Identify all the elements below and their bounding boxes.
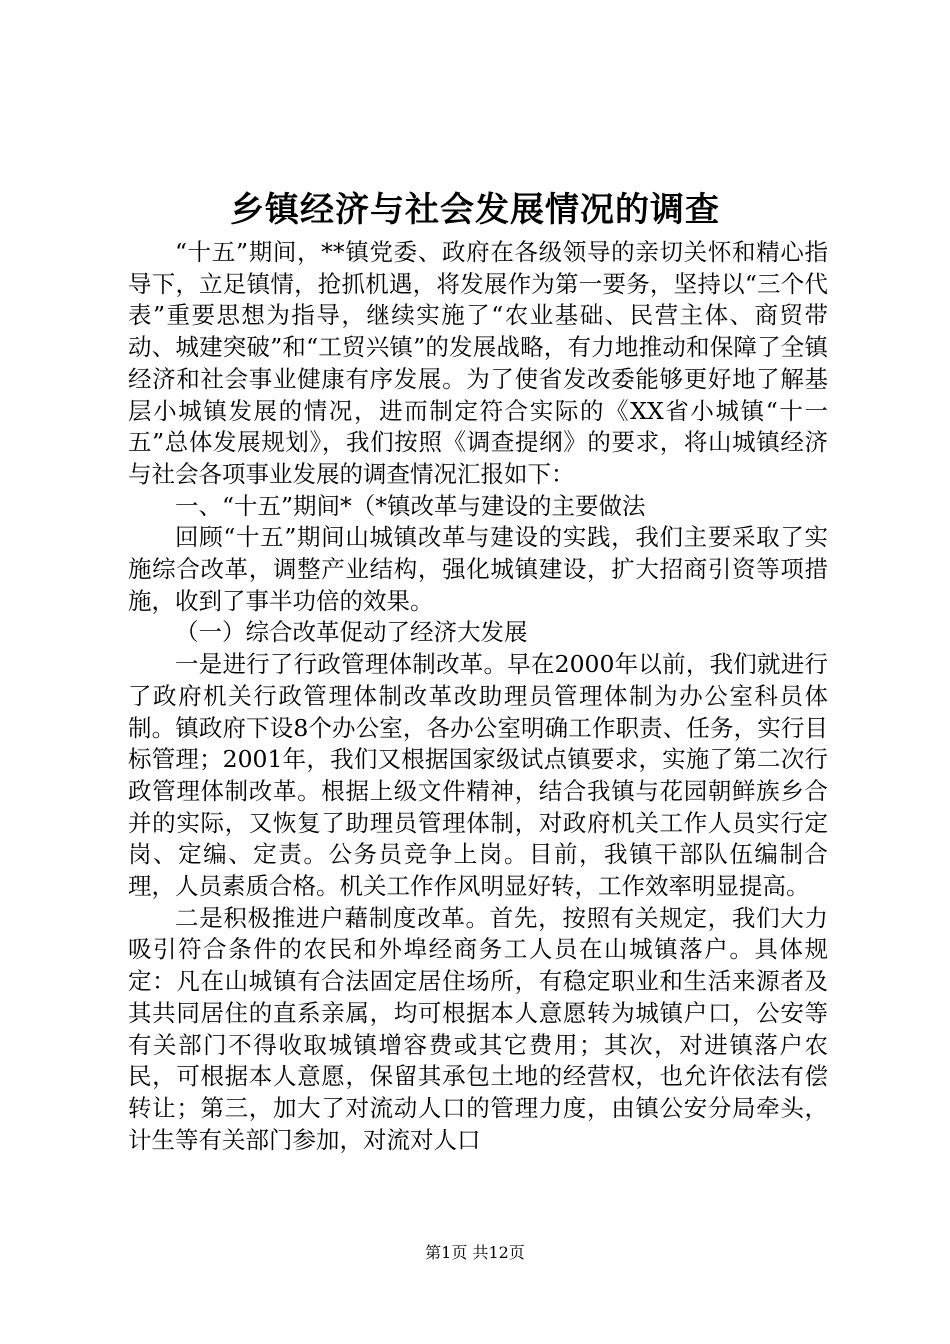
document-title: 乡镇经济与社会发展情况的调查 — [230, 190, 720, 230]
section-heading-1: 一、“十五”期间*（*镇改革与建设的主要做法 — [175, 491, 646, 520]
paragraph-admin-reform: 一是进行了行政管理体制改革。早在2000年以前，我们就进行了政府机关行政管理体制改革改助理员管理体制为办公室科员体制。镇政府下设8个办公室，各办公室明确工作职责、任务，实行目标管理；2001年，我们又根据国家级试点镇要求，实施了第二次行政管理体制改革。根据上级文件精神，结合我镇与花园朝鲜族乡合并的实际，又恢复了助理员管理体制，对政府机关工作人员实行定岗、定编、定责。公务员竞争上岗。目前，我镇干部队伍编制合理，人员素质合格。机关工作作风明显好转，工作效率明显提高。 — [128, 650, 828, 901]
page-number-footer: 第1页 共12页 — [425, 1243, 525, 1262]
paragraph-review: 回顾“十五”期间山城镇改革与建设的实践，我们主要采取了实施综合改革，调整产业结构，强化城镇建设，扩大招商引资等项措施，收到了事半功倍的效果。 — [128, 523, 828, 615]
document-body — [128, 237, 828, 1156]
subsection-heading-1: （一）综合改革促动了经济大发展 — [175, 618, 528, 647]
paragraph-intro: “十五”期间，**镇党委、政府在各级领导的亲切关怀和精心指导下，立足镇情，抢抓机遇，将发展作为第一要务，坚持以“三个代表”重要思想为指导，继续实施了“农业基础、民营主体、商贸带动、城建突破”和“工贸兴镇”的发展战略，有力地推动和保障了全镇经济和社会事业健康有序发展。为了使省发改委能够更好地了解基层小城镇发展的情况，进而制定符合实际的《XX省小城镇“十一五”总体发展规划》，我们按照《调查提纲》的要求，将山城镇经济与社会各项事业发展的调查情况汇报如下： — [128, 238, 828, 488]
paragraph-household-reform: 二是积极推进户藉制度改革。首先，按照有关规定，我们大力吸引符合条件的农民和外埠经商务工人员在山城镇落户。具体规定：凡在山城镇有合法固定居住场所，有稳定职业和生活来源者及其共同居住的直系亲属，均可根据本人意愿转为城镇户口，公安等有关部门不得收取城镇增容费或其它费用；其次，对进镇落户农民，可根据本人意愿，保留其承包土地的经营权，也允许依法有偿转让；第三，加大了对流动人口的管理力度，由镇公安分局牵头，计生等有关部门参加，对流对人口 — [128, 903, 828, 1154]
